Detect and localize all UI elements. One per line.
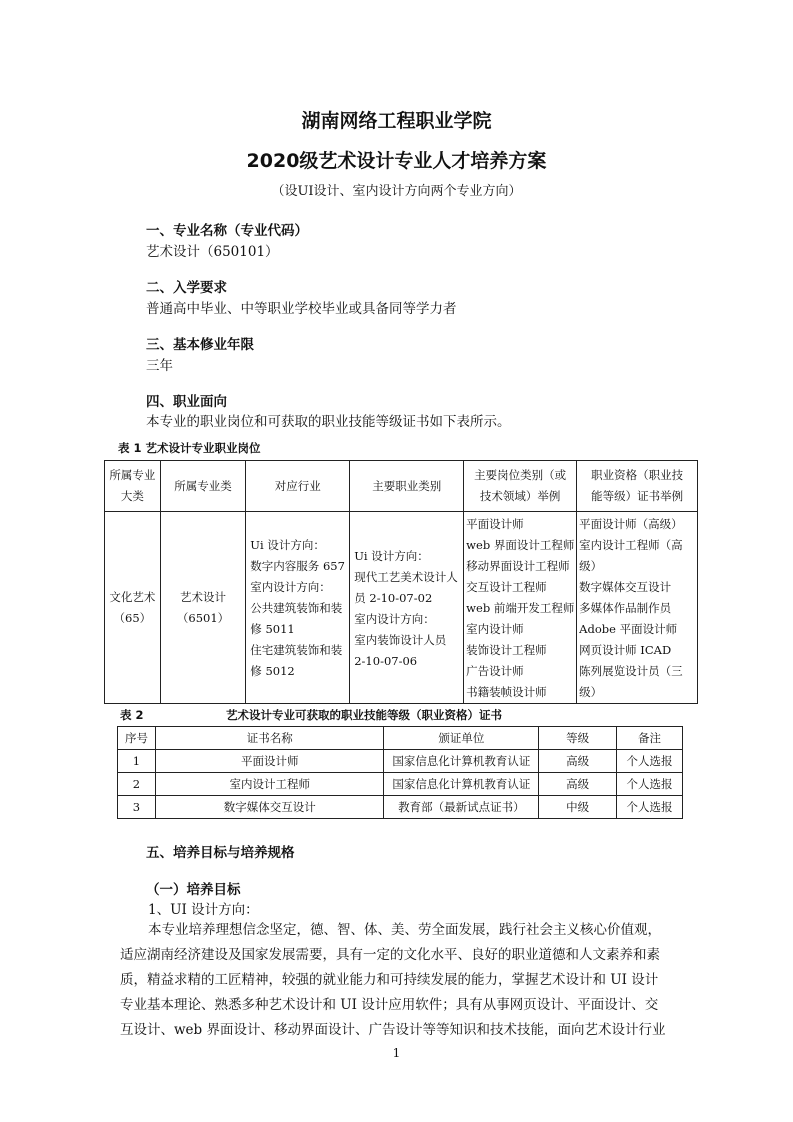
column-header: 序号 xyxy=(118,727,156,750)
column-header: 颁证单位 xyxy=(384,727,539,750)
paragraph-line: 质，精益求精的工匠精神，较强的就业能力和可持续发展的能力，掌握艺术设计和 UI 设计 xyxy=(120,972,659,988)
table-cell: 个人选报 xyxy=(617,750,683,773)
section-4-heading: 四、职业面向 xyxy=(146,394,227,410)
column-header: 对应行业 xyxy=(246,461,350,512)
occupation-table xyxy=(104,460,698,704)
section-1-heading: 一、专业名称（专业代码） xyxy=(146,223,308,239)
certificates-cell: 平面设计师（高级） 室内设计工程师（高 级） 数字媒体交互设计 多媒体作品制作员 Adobe 平面设计师 网页设计师 ICAD 陈列展览设计员（三 级） xyxy=(577,512,698,704)
positions-cell: 平面设计师 web 界面设计工程师 移动界面设计工程师 交互设计工程师 web 前端开发工程师 室内设计师 装饰设计工程师 广告设计师 书籍装帧设计师 xyxy=(464,512,577,704)
table-cell: 1 xyxy=(118,750,156,773)
column-header: 证书名称 xyxy=(155,727,384,750)
table-row xyxy=(118,796,683,819)
major-category-cell: 文化艺术 （65） xyxy=(105,512,161,704)
column-header: 所属专业 大类 xyxy=(105,461,161,512)
paragraph-line: 专业基本理论、熟悉多种艺术设计和 UI 设计应用软件；具有从事网页设计、平面设计、交 xyxy=(120,997,659,1013)
table-cell: 高级 xyxy=(539,750,617,773)
table-cell: 国家信息化计算机教育认证 xyxy=(384,750,539,773)
plan-subtitle: （设UI设计、室内设计方向两个专业方向） xyxy=(271,184,522,199)
section-2-text: 普通高中毕业、中等职业学校毕业或具备同等学力者 xyxy=(146,301,457,317)
section-4-text: 本专业的职业岗位和可获取的职业技能等级证书如下表所示。 xyxy=(146,414,511,430)
section-1-text: 艺术设计（650101） xyxy=(146,244,279,260)
plan-title: 2020级艺术设计专业人才培养方案 xyxy=(246,150,547,172)
table-cell: 教育部（最新试点证书） xyxy=(384,796,539,819)
table-row xyxy=(118,750,683,773)
table2-caption-label: 表 2 xyxy=(120,708,144,722)
section-5-heading: 五、培养目标与培养规格 xyxy=(146,845,295,861)
major-class-cell: 艺术设计 （6501） xyxy=(160,512,246,704)
table-cell: 高级 xyxy=(539,773,617,796)
table-cell: 室内设计工程师 xyxy=(155,773,384,796)
table-cell: 国家信息化计算机教育认证 xyxy=(384,773,539,796)
table-cell: 个人选报 xyxy=(617,796,683,819)
table-header-row xyxy=(105,461,698,512)
paragraph-line: 本专业培养理想信念坚定，德、智、体、美、劳全面发展，践行社会主义核心价值观， xyxy=(148,922,661,938)
occupation-cell: Ui 设计方向： 现代工艺美术设计人 员 2-10-07-02 室内设计方向： 室内装饰设计人员 2-10-07-06 xyxy=(350,512,464,704)
table-cell: 个人选报 xyxy=(617,773,683,796)
column-header: 主要职业类别 xyxy=(350,461,464,512)
page-number: 1 xyxy=(392,1046,401,1060)
table-cell: 数字媒体交互设计 xyxy=(155,796,384,819)
table-header-row xyxy=(118,727,683,750)
column-header: 等级 xyxy=(539,727,617,750)
paragraph-line: 适应湖南经济建设及国家发展需要，具有一定的文化水平、良好的职业道德和人文素养和素 xyxy=(120,947,660,963)
table-row xyxy=(118,773,683,796)
column-header: 备注 xyxy=(617,727,683,750)
column-header: 主要岗位类别（或 技术领域）举例 xyxy=(464,461,577,512)
table-cell: 3 xyxy=(118,796,156,819)
section-5-subheading: （一）培养目标 xyxy=(146,882,241,898)
table1-caption: 表 1 艺术设计专业职业岗位 xyxy=(118,441,261,455)
column-header: 所属专业类 xyxy=(160,461,246,512)
table-cell: 平面设计师 xyxy=(155,750,384,773)
industry-cell: Ui 设计方向： 数字内容服务 657 室内设计方向： 公共建筑装饰和装 修 5011 住宅建筑装饰和装 修 5012 xyxy=(246,512,350,704)
table2-caption: 艺术设计专业可获取的职业技能等级（职业资格）证书 xyxy=(226,708,502,722)
table-cell: 2 xyxy=(118,773,156,796)
table-cell: 中级 xyxy=(539,796,617,819)
section-2-heading: 二、入学要求 xyxy=(146,280,227,296)
school-title: 湖南网络工程职业学院 xyxy=(301,110,492,132)
certificate-table xyxy=(117,726,683,819)
section-3-text: 三年 xyxy=(146,358,173,374)
section-5-item: 1、UI 设计方向： xyxy=(148,902,259,918)
goal-paragraph xyxy=(120,918,680,1043)
table-row xyxy=(105,512,698,704)
column-header: 职业资格（职业技 能等级）证书举例 xyxy=(577,461,698,512)
paragraph-line: 互设计、web 界面设计、移动界面设计、广告设计等等知识和技术技能，面向艺术设计行业 xyxy=(120,1022,666,1038)
section-3-heading: 三、基本修业年限 xyxy=(146,337,254,353)
